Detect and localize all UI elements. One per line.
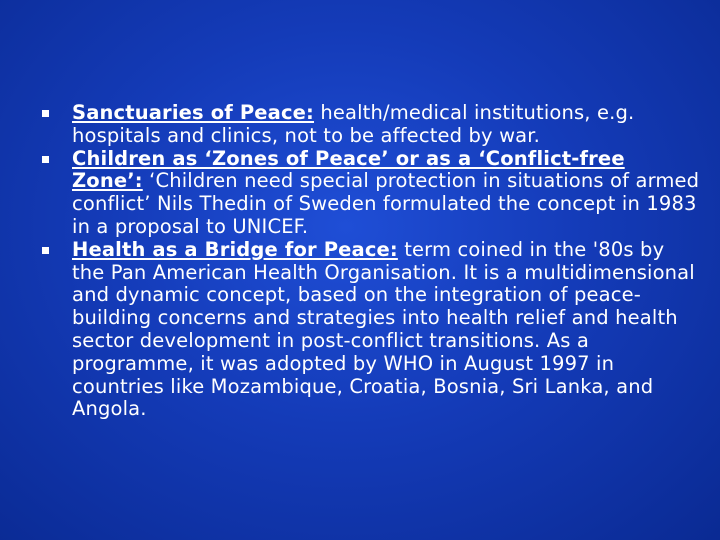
square-bullet-icon (42, 247, 49, 254)
bullet-text: ‘Children need special protection in situations of armed conflict’ Nils Thedin of Sweden formulated the concept in 1983 in a proposal to UNICEF. (72, 169, 700, 238)
bullet-text: term coined in the '80s by the Pan American Health Organisation. It is a multidimensional and dynamic concept, based on the integration of peace-building concerns and strategies into health relief and health sector development in post-conflict transitions. As a programme, it was adopted by WHO in August 1997 in countries like Mozambique, Croatia, Bosnia, Sri Lanka, and Angola. (72, 237, 695, 421)
square-bullet-icon (42, 110, 49, 117)
bullet-item-health-bridge-for-peace (40, 239, 700, 421)
bullet-item-children-zones-of-peace (40, 148, 700, 239)
square-bullet-icon (42, 156, 49, 163)
bullet-term: Sanctuaries of Peace: (72, 101, 315, 124)
bullet-term: Health as a Bridge for Peace: (72, 237, 398, 261)
bullet-text: health/medical institutions, e.g. hospitals and clinics, not to be affected by war. (72, 101, 635, 147)
bullet-list (40, 102, 700, 421)
bullet-item-sanctuaries-of-peace (40, 102, 700, 148)
bullet-term: Children as ‘Zones of Peace’ or as a ‘Conflict-free Zone’: (72, 146, 625, 193)
